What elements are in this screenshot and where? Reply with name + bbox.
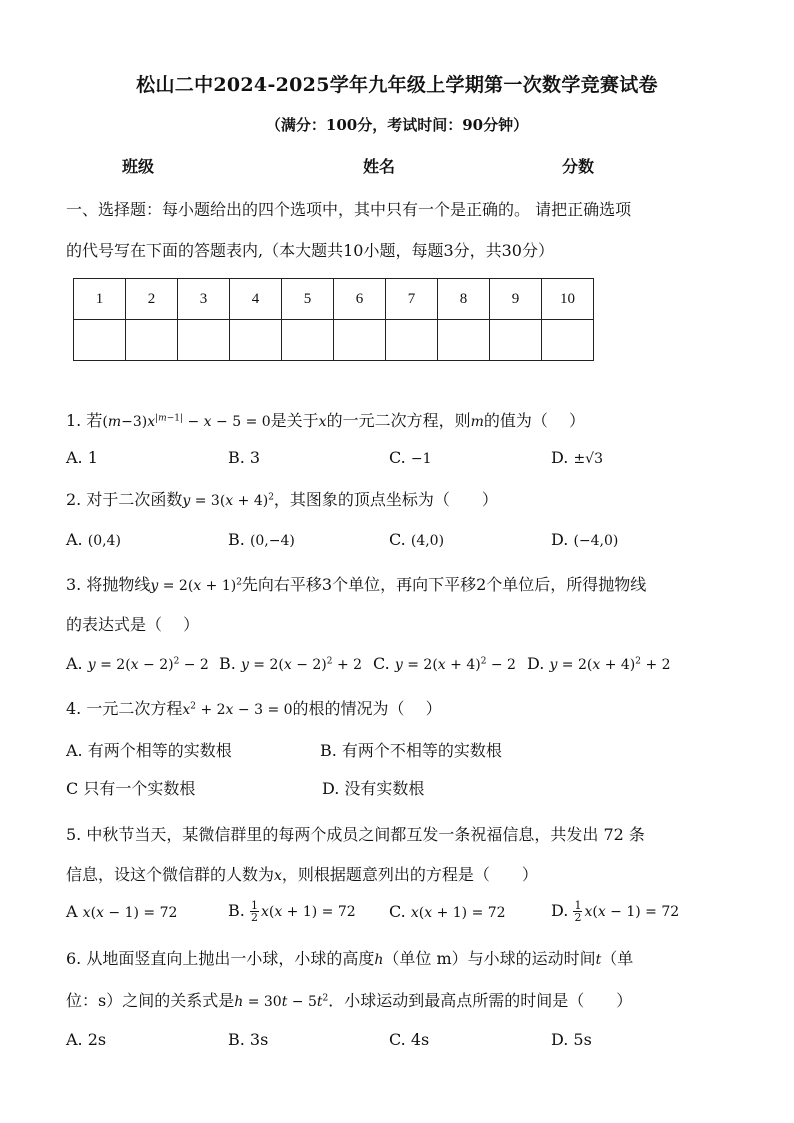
q3-option-d — [527, 654, 671, 673]
section1-line1: 一、选择题：每小题给出的四个选项中，其中只有一个是正确的。 请把正确选项 — [66, 200, 632, 219]
q6-formula: $h = 30t - 5t^2$ — [234, 993, 329, 1010]
answer-number-cell: 9 — [490, 279, 542, 320]
q2-option-a-value: (0,4) — [87, 533, 121, 549]
q5-line2-pre: 信息，设这个微信群的人数为 — [66, 865, 275, 884]
q1-option-d-label: D. — [551, 448, 569, 467]
q2-option-a-label: A. — [66, 530, 83, 549]
answer-number-cell: 4 — [230, 279, 282, 320]
q4-option-b: B. 有两个不相等的实数根 — [320, 741, 502, 760]
question-6-line2 — [66, 988, 736, 1011]
q5-option-a-label: A — [66, 902, 78, 921]
q4-equation: $x^2 + 2x - 3 = 0$ — [182, 701, 293, 718]
exam-title: 松山二中2024-2025学年九年级上学期第一次数学竞赛试卷 — [136, 74, 658, 96]
q4-pre: 4. 一元二次方程 — [66, 699, 183, 718]
answer-cell[interactable] — [386, 320, 438, 361]
q6-line1-mid: （单位 m）与小球的运动时间 — [383, 949, 596, 968]
q4-option-d: D. 没有实数根 — [322, 779, 425, 798]
q5-line2-post: ，则根据题意列出的方程是（ ） — [281, 865, 538, 884]
q5-var: x — [274, 868, 282, 884]
q2-option-c-value: (4,0) — [410, 533, 445, 549]
q1-option-d-value: ±√3 — [573, 451, 603, 467]
q3-option-c — [373, 654, 516, 673]
q2-option-d — [551, 530, 618, 549]
answer-number-cell: 3 — [178, 279, 230, 320]
question-3-line2: 的表达式是（ ） — [66, 615, 200, 634]
q1-post: 的一元二次方程，则 — [326, 411, 471, 430]
answer-cell[interactable] — [74, 320, 126, 361]
q2-pre: 2. 对于二次函数 — [66, 490, 183, 509]
q3-pre: 3. 将抛物线 — [66, 575, 151, 594]
q5-option-b-half: $\frac{1}{2}$ — [250, 899, 258, 924]
q1-option-b: B. 3 — [228, 448, 261, 467]
score-label: 分数 — [562, 157, 595, 176]
answer-cell[interactable] — [542, 320, 594, 361]
q6-var-t: t — [595, 952, 602, 968]
answer-table-answer-row — [74, 320, 594, 361]
q1-equation: $(m-3)x^{|m-1|} - x - 5 = 0$ — [102, 413, 271, 430]
q3-option-a — [66, 654, 209, 673]
q3-option-b-label: B. — [219, 654, 236, 673]
q6-option-b: B. 3s — [228, 1030, 269, 1049]
answer-number-cell: 8 — [438, 279, 490, 320]
q2-option-d-value: (−4,0) — [573, 533, 619, 549]
answer-number-cell: 7 — [386, 279, 438, 320]
answer-number-cell: 1 — [74, 279, 126, 320]
answer-table — [73, 278, 594, 361]
q6-var-h: h — [374, 952, 384, 968]
q3-option-d-label: D. — [527, 654, 545, 673]
q2-option-b-label: B. — [228, 530, 245, 549]
question-3-line1 — [66, 572, 736, 595]
q4-option-c: C 只有一个实数根 — [66, 779, 196, 798]
answer-cell[interactable] — [282, 320, 334, 361]
q3-option-b — [219, 654, 362, 673]
q2-post: ，其图象的顶点坐标为（ ） — [273, 490, 498, 509]
answer-cell[interactable] — [126, 320, 178, 361]
question-4 — [66, 696, 736, 719]
q6-line2-post: ．小球运动到最高点所需的时间是（ ） — [328, 991, 633, 1010]
q1-option-c — [389, 448, 432, 467]
q5-option-c-expr: x(x + 1) = 72 — [410, 905, 506, 921]
q5-option-d-half: $\frac{1}{2}$ — [574, 899, 582, 924]
q3-option-c-expr: $y = 2(x + 4)^2 - 2$ — [394, 656, 516, 673]
q1-option-c-value: −1 — [410, 451, 432, 467]
q1-var: x — [318, 414, 327, 430]
q2-option-c-label: C. — [389, 530, 406, 549]
q1-option-d — [551, 448, 603, 467]
q5-option-c — [389, 902, 506, 921]
q6-option-d: D. 5s — [551, 1030, 592, 1049]
q3-parabola: $y = 2(x + 1)^2$ — [150, 577, 242, 594]
question-2 — [66, 487, 736, 510]
q5-option-c-label: C. — [389, 902, 406, 921]
q2-option-b-value: (0,−4) — [249, 533, 295, 549]
question-1 — [66, 408, 736, 431]
question-6-line1 — [66, 946, 736, 969]
q2-option-c — [389, 530, 444, 549]
answer-number-cell: 5 — [282, 279, 334, 320]
q5-option-b-expr: x(x + 1) = 72 — [260, 904, 356, 920]
q5-option-a-expr: x(x − 1) = 72 — [82, 905, 178, 921]
q6-option-c: C. 4s — [389, 1030, 430, 1049]
name-label: 姓名 — [363, 157, 396, 176]
q1-tail: 的值为（ ） — [483, 411, 585, 430]
q1-option-a: A. 1 — [66, 448, 98, 467]
q1-pre: 1. 若 — [66, 411, 103, 430]
q6-option-a: A. 2s — [66, 1030, 107, 1049]
q3-post: 先向右平移3个单位，再向下平移2个单位后，所得抛物线 — [241, 575, 647, 594]
q5-option-b — [228, 900, 356, 923]
q1-mid: 是关于 — [270, 411, 319, 430]
answer-cell[interactable] — [438, 320, 490, 361]
q1-var2: m — [470, 414, 484, 430]
q2-function: $y = 3(x + 4)^2$ — [182, 492, 274, 509]
q6-line2-pre: 位：s）之间的关系式是 — [66, 991, 235, 1010]
q1-option-c-label: C. — [389, 448, 406, 467]
q6-line1-post: （单 — [601, 949, 634, 968]
q3-option-a-label: A. — [66, 654, 83, 673]
q2-option-b — [228, 530, 295, 549]
q2-option-a — [66, 530, 121, 549]
answer-number-cell: 10 — [542, 279, 594, 320]
answer-cell[interactable] — [490, 320, 542, 361]
question-5-line2 — [66, 862, 736, 885]
class-label: 班级 — [122, 157, 155, 176]
q5-option-d-label: D. — [551, 901, 569, 920]
q5-option-b-label: B. — [228, 901, 245, 920]
q5-option-d — [551, 900, 679, 923]
q2-option-d-label: D. — [551, 530, 569, 549]
section-instructions-line2: 的代号写在下面的答题表内,（本大题共10小题，每题3分，共30分） — [66, 241, 554, 260]
q3-option-c-label: C. — [373, 654, 390, 673]
q3-option-d-expr: $y = 2(x + 4)^2 + 2$ — [549, 656, 671, 673]
answer-cell[interactable] — [178, 320, 230, 361]
q4-option-a: A. 有两个相等的实数根 — [66, 741, 232, 760]
q6-line1-pre: 6. 从地面竖直向上抛出一小球，小球的高度 — [66, 949, 375, 968]
answer-number-cell: 2 — [126, 279, 178, 320]
answer-cell[interactable] — [334, 320, 386, 361]
answer-cell[interactable] — [230, 320, 282, 361]
section-instructions-line1 — [66, 197, 736, 220]
answer-number-cell: 6 — [334, 279, 386, 320]
q5-option-a — [66, 902, 177, 921]
q5-option-d-expr: x(x − 1) = 72 — [584, 904, 680, 920]
q3-option-b-expr: $y = 2(x - 2)^2 + 2$ — [240, 656, 363, 673]
answer-table-number-row — [74, 279, 594, 320]
question-5-line1: 5. 中秋节当天，某微信群里的每两个成员之间都互发一条祝福信息，共发出 72 条 — [66, 825, 645, 844]
q4-post: 的根的情况为（ ） — [292, 699, 442, 718]
q3-option-a-expr: $y = 2(x - 2)^2 - 2$ — [87, 656, 209, 673]
exam-subtitle: （满分：100分，考试时间：90分钟） — [265, 116, 529, 134]
